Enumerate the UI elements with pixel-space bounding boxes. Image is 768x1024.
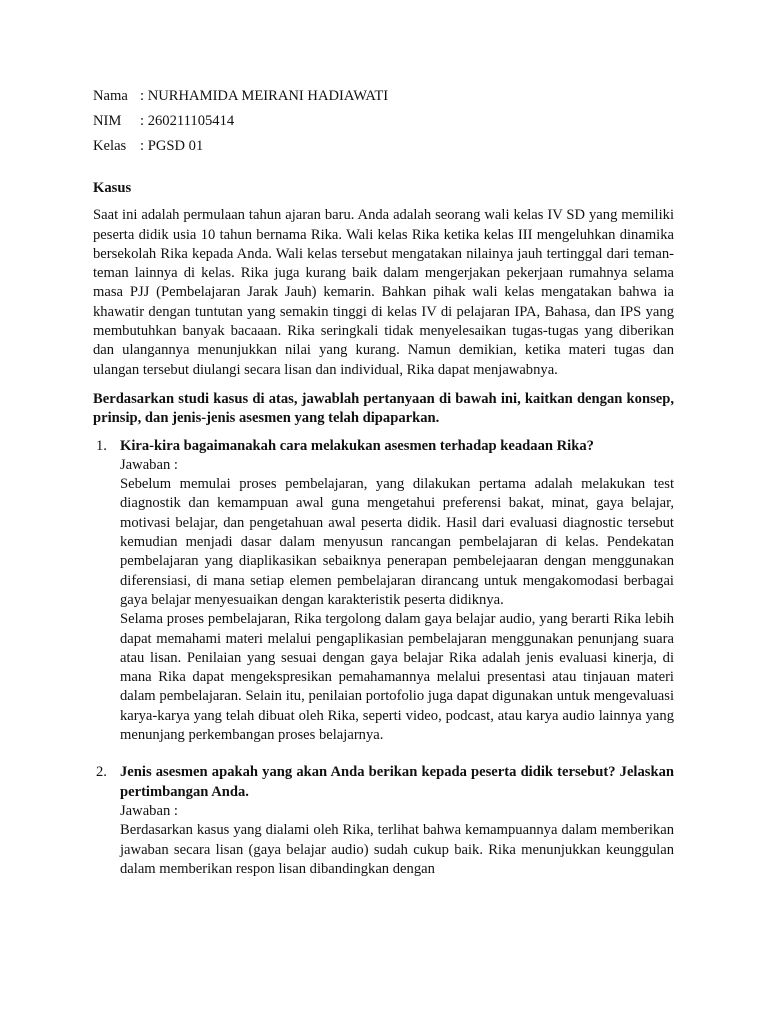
identity-value: : 260211105414 xyxy=(140,112,235,129)
question-text: Jenis asesmen apakah yang akan Anda berikan kepada peserta didik tersebut? Jelaskan pertimbangan Anda. xyxy=(120,764,674,800)
identity-label: Nama xyxy=(93,87,128,104)
answer-paragraph: Sebelum memulai proses pembelajaran, yang dilakukan pertama adalah melakukan test diagnostik dan kemampuan awal guna mengetahui preferensi bakat, minat, gaya belajar, motivasi belajar, dan pengetahuan awal peserta didik. Hasil dari evaluasi diagnostic tersebut kemudian menjadi dasar dalam menyusun rancangan pembelajaran di kelas. Pendekatan pembelajaran yang diaplikasikan sebaiknya penerapan pembelejaaran dengan menggunakan diferensiasi, di mana setiap elemen pembelajaran dirancang untuk mengakomodasi berbagai gaya belajar menyesuaikan dengan karakteristik peserta didiknya. xyxy=(120,476,674,608)
question-number: 1. xyxy=(96,437,107,454)
identity-value: : NURHAMIDA MEIRANI HADIAWATI xyxy=(140,87,389,104)
question-body xyxy=(120,437,674,746)
case-text: Saat ini adalah permulaan tahun ajaran baru. Anda adalah seorang wali kelas IV SD yang memiliki peserta didik usia 10 tahun bernama Rika. Wali kelas Rika ketika kelas III mengeluhkan dinamika bersekolah Rika kepada Anda. Wali kelas tersebut mengatakan nilainya jauh tertinggal dari teman-teman lainnya di kelas. Rika juga kurang baik dalam mengerjakan pekerjaan rumahnya selama masa PJJ (Pembelajaran Jarak Jauh) kemarin. Bahkan pihak wali kelas mengatakan bahwa ia khawatir dengan tuntutan yang semakin tinggi di kelas IV di pelajaran IPA, Bahasa, dan IPS yang membutuhkan banyak bacaaan. Rika seringkali tidak menyelesaikan tugas-tugas yang diberikan dan ulangannya menunjukkan nilai yang kurang. Namun demikian, ketika materi tugas dan ulangan tersebut diulangi secara lisan dan individual, Rika dapat menjawabnya. xyxy=(93,207,674,378)
identity-row-nama xyxy=(93,84,674,109)
instruction-text: Berdasarkan studi kasus di atas, jawablah pertanyaan di bawah ini, kaitkan dengan konsep, prinsip, dan jenis-jenis asesmen yang telah dipaparkan. xyxy=(93,390,674,427)
answer-label: Jawaban : xyxy=(120,456,178,473)
identity-block xyxy=(93,84,674,159)
question-text: Kira-kira bagaimanakah cara melakukan asesmen terhadap keadaan Rika? xyxy=(120,437,594,454)
case-heading: Kasus xyxy=(93,180,132,196)
answer-paragraph: Selama proses pembelajaran, Rika tergolong dalam gaya belajar audio, yang berarti Rika lebih dapat memahami materi melalui pengaplikasian pembelajaran menggunakan penunjang suara atau lisan. Penilaian yang sesuai dengan gaya belajar Rika adalah jenis evaluasi kinerja, di mana Rika dapat mengekspresikan pemahamannya melalui presentasi atau tinjauan materi dalam pembelajaran. Selain itu, penilaian portofolio juga dapat digunakan untuk mengevaluasi karya-karya yang telah dibuat oleh Rika, seperti video, podcast, atau karya audio lainnya yang menunjang perkembangan proses belajarnya. xyxy=(120,611,674,744)
identity-row-kelas xyxy=(93,134,674,159)
identity-row-nim xyxy=(93,109,674,134)
answer-paragraph: Berdasarkan kasus yang dialami oleh Rika, terlihat bahwa kemampuannya dalam memberikan jawaban secara lisan (gaya belajar audio) sudah cukup baik. Rika menunjukkan keunggulan dalam memberikan respon lisan dibandingkan dengan xyxy=(120,822,674,877)
question-item-2 xyxy=(93,763,674,879)
identity-label: Kelas xyxy=(93,137,127,154)
question-item-1 xyxy=(93,437,674,746)
question-body xyxy=(120,763,674,879)
identity-label: NIM xyxy=(93,112,122,129)
question-number: 2. xyxy=(96,764,107,781)
document-content xyxy=(93,84,674,879)
answer-label: Jawaban : xyxy=(120,802,178,819)
identity-value: : PGSD 01 xyxy=(140,137,204,154)
